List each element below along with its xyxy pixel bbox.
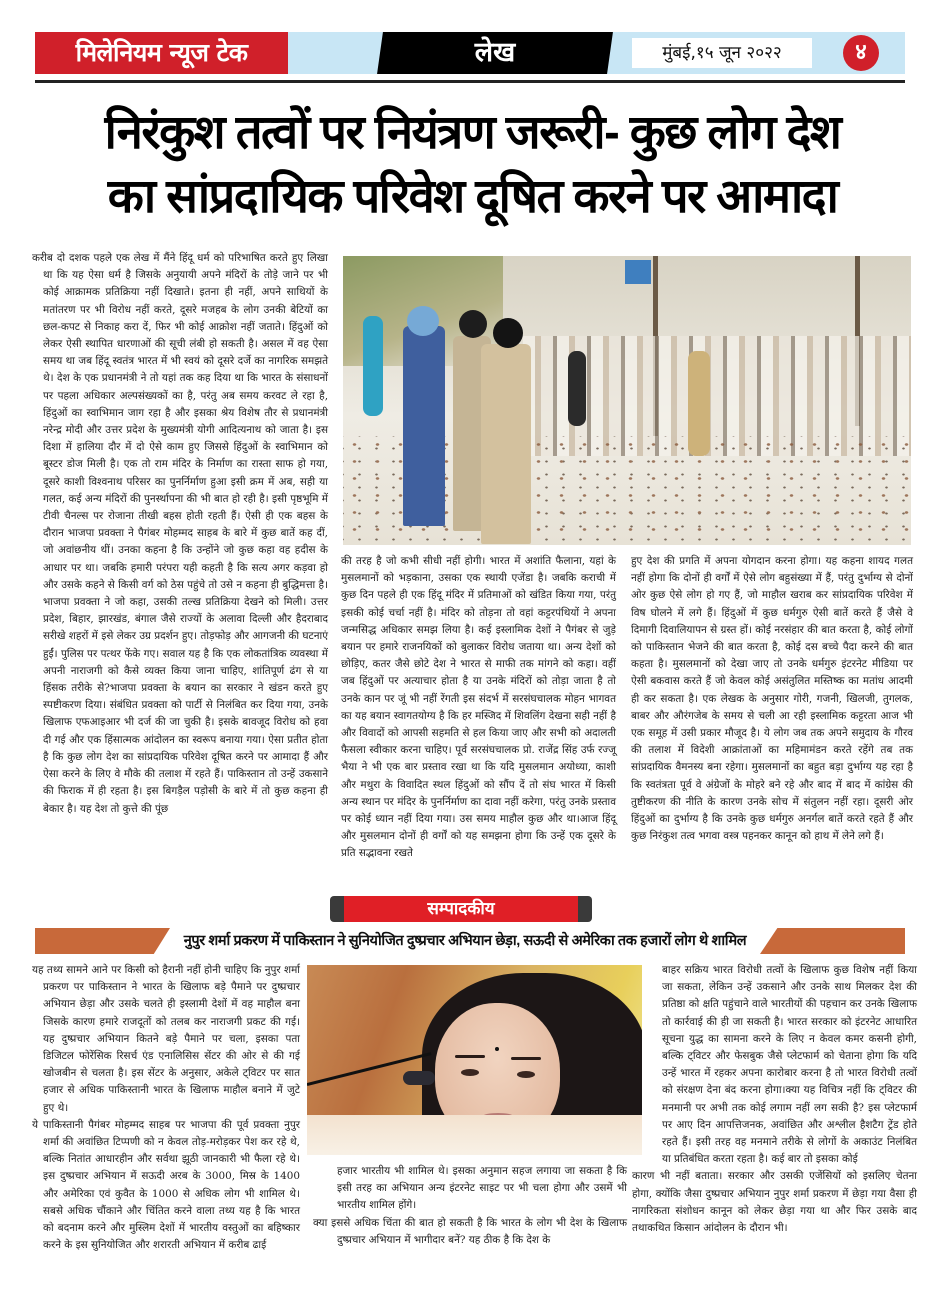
photo-protester (688, 351, 710, 456)
article-column-1 (32, 250, 328, 880)
editorial-paragraph: कारण भी नहीं बताता। सरकार और उसकी एजेंसियों को इसलिए चेतना होगा, क्योंकि जैसा दुष्प्रचार अभियान नुपुर शर्मा प्रकरण में छेड़ा गया वैसा ही नागरिकता संशोधन कानून को लेकर छेड़ा गया था और फिर उसके बाद तथाकथित किसान आंदोलन के दौरान भी। (632, 1170, 917, 1235)
editorial-paragraph: यह तथ्य सामने आने पर किसी को हैरानी नहीं होनी चाहिए कि नुपुर शर्मा प्रकरण पर पाकिस्तान ने भारत के खिलाफ बड़े पैमाने पर दुष्प्रचार अभियान छेड़ा और उसके चलते ही इस्लामी देशों में वह माहौल बना जिसके कारण हमारे राजदूतों को तलब कर नाराजगी प्रकट की गई। यह दुष्प्रचार अभियान कितने बड़े पैमाने पर चला, इसका पता डिजिटल फोरेंसिक रिसर्च एंड एनालिसिस सेंटर की ओर से की गई खोजबीन से चलता है। इस सेंटर के अनुसार, अकेले ट्विटर पर सात हजार से अधिक पाकिस्तानी भारत के खिलाफ माहौल बनाने में जुटे हुए थे। (32, 964, 300, 1114)
page-number-badge: ४ (843, 35, 879, 71)
editorial-headline: नुपुर शर्मा प्रकरण में पाकिस्तान ने सुनियोजित दुष्प्रचार अभियान छेड़ा, सऊदी से अमेरिका तक हजारों लोग थे शामिल (183, 933, 747, 949)
photo-helmet (407, 306, 439, 336)
editorial-paragraph: क्या इससे अधिक चिंता की बात हो सकती है कि भारत के लोग भी देश के खिलाफ दुष्प्रचार अभियान में भागीदार बनें? यह ठीक है कि देश के (313, 1216, 627, 1246)
editorial-paragraph: ये पाकिस्तानी पैगंबर मोहम्मद साहब पर भाजपा की पूर्व प्रवक्ता नुपुर शर्मा की अवांछित टिप्पणी को न केवल तोड़-मरोड़कर पेश कर रहे थे, बल्कि नितांत आधारहीन और सर्वथा झूठी जानकारी भी फैला रहे थे। इस दुष्प्रचार अभियान में सऊदी अरब के 3000, मिस्र के 1400 और अमेरिका एवं कुवैत के 1000 से अधिक लोग भी शामिल थे। सबसे अधिक चौंकाने और चिंतित करने वाला तथ्य यह है कि भारत को बदनाम करने और मुस्लिम देशों में भारतीय वस्तुओं का बहिष्कार करने के इस सुनियोजित और शरारती अभियान में करीब ढाई (32, 1118, 300, 1252)
section-label: लेख (474, 37, 516, 68)
editorial-column-3 (632, 962, 917, 1252)
masthead-divider (35, 80, 905, 83)
photo-bindi (495, 1047, 499, 1051)
photo-eye (461, 1069, 479, 1076)
portrait-photo (307, 965, 642, 1155)
editorial-headline-banner (35, 928, 905, 954)
banner-accent-right (760, 928, 905, 954)
editorial-section-tag (330, 896, 592, 922)
photo-street-sign (625, 260, 651, 284)
article-paragraph: हुए देश की प्रगति में अपना योगदान करना होगा। यह कहना शायद गलत नहीं होगा कि दोनों ही वर्गों में ऐसे लोग बहुसंख्या में हैं, परंतु दुर्भाग्य से दोनों ओर कुछ ऐसे लोग हो गए हैं, जो माहौल खराब कर सांप्रदायिक परिवेश में विष घोलने में लगे हैं। हिंदुओं में कुछ धर्मगुरु ऐसी बातें करते हैं जैसे वे दिमागी दिवालियापन से ग्रस्त हों। कोई नरसंहार की बात करता है, कोई लोगों को पाकिस्तान भेजने की बात करता है, कोई दस बच्चे पैदा करने की बात कहता है। मुसलमानों को देखा जाए तो उनके धर्मगुरु इंटरनेट मीडिया पर ऐसी बकवास करते हैं जो केवल कोई असंतुलित मस्तिष्क का मतांध आदमी ही कर सकता है। एक लेखक के अनुसार गोरी, गजनी, खिलजी, तुगलक, बाबर और औरंगजेब के समय से चली आ रही इस्लामिक कट्टरता आज भी एक समूह में उसी प्रकार मौजूद है। ये लोग जब तक अपने समुदाय के गौरव की तलाश में विदेशी आक्रांताओं का महिमामंडन करते रहेंगे तब तक सांप्रदायिक वैमनस्य बना रहेगा। मुसलमानों का बहुत बड़ा दुर्भाग्य यह रहा है कि स्वतंत्रता पूर्व वे अंग्रेजों के मोहरे बने रहे और बाद में बाद में कांग्रेस की तुष्टीकरण की नीति के कारण उनके सोच में संतुलन नहीं रहा। दूसरी ओर हिंदुओं का दुर्भाग्य है कि उनके कुछ धर्मगुरु अनर्गल बातें करते रहते हैं और कुछ निरंकुश तत्व भगवा वस्त्र पहनकर कानून को हाथ में लेने लगे हैं। (631, 555, 913, 843)
photo-protester (363, 316, 383, 416)
editorial-column-1 (32, 962, 300, 1252)
article-column-2 (341, 553, 616, 883)
photo-eye (517, 1071, 535, 1078)
photo-dupatta (307, 1115, 642, 1155)
section-tag (377, 32, 613, 74)
headline-line-2: का सांप्रदायिक परिवेश दूषित करने पर आमादा (107, 169, 838, 222)
headline-line-1: निरंकुश तत्वों पर नियंत्रण जरूरी- कुछ लोग देश (104, 105, 841, 158)
photo-helmet (493, 318, 523, 348)
dateline: मुंबई,१५ जून २०२२ (632, 38, 812, 68)
masthead (35, 32, 905, 74)
photo-eyebrow (511, 1057, 541, 1060)
photo-helmet (459, 310, 487, 338)
photo-eyebrow (455, 1055, 485, 1058)
article-headline (20, 100, 925, 228)
riot-scene-photo (343, 256, 911, 545)
editorial-column-2 (313, 1163, 627, 1258)
photo-officer-rapid-action (403, 326, 445, 526)
editorial-label: सम्पादकीय (344, 896, 578, 922)
article-paragraph: की तरह है जो कभी सीधी नहीं होगी। भारत में अशांति फैलाना, यहां के मुसलमानों को भड़काना, उसका एक स्थायी एजेंडा है। जबकि कराची में कुछ दिन पहले ही एक हिंदू मंदिर में प्रतिमाओं को खंडित किया गया, परंतु इसकी कोई चर्चा नहीं है। मंदिर को तोड़ना तो वहां कट्टरपंथियों ने अपना जन्मसिद्ध अधिकार समझ लिया है। कई इस्लामिक देशों ने पैगंबर से जुड़े बयान पर हमारे राजनयिकों को बुलाकर विरोध जताया था। अन्य देशों को छोड़िए, कतर जैसे छोटे देश ने भारत से माफी तक मांगने को कहा। वहीं जब हिंदुओं पर अत्याचार होता है या उनके मंदिरों को तोड़ा जाता है तो उनके कान पर जूं भी नहीं रेंगती इस संदर्भ में सरसंघचालक मोहन भागवत का यह बयान स्वागतयोग्य है कि हर मस्जिद में शिवलिंग देखना सही नहीं है और विवादों को आपसी सहमति से हल किया जाए और सभी को अदालती फैसला स्वीकार करना चाहिए। पूर्व सरसंघचालक प्रो. राजेंद्र सिंह उर्फ रज्जू भैया ने भी एक बार प्रस्ताव रखा था कि यदि मुसलमान अयोध्या, काशी और मथुरा के विवादित स्थल हिंदुओं को सौंप दें तो संघ भारत में किसी अन्य स्थान पर मंदिर के पुनर्निर्माण का दावा नहीं करेगा, परंतु उनके प्रस्ताव पर कोई ध्यान नहीं दिया गया। उस समय माहौल कुछ और था।आज हिंदू और मुसलमान दोनों ही वर्गों को यह समझना होगा कि उन्हें एक दूसरे के प्रति सद्भावना रखते (341, 555, 616, 860)
editorial-paragraph: हजार भारतीय भी शामिल थे। इसका अनुमान सहज लगाया जा सकता है कि इसी तरह का अभियान अन्य इंटरनेट साइट पर भी चला होगा और उसमें भी भारतीय शामिल होंगे। (337, 1165, 627, 1212)
photo-bystander (568, 351, 586, 426)
newspaper-brand: मिलेनियम न्यूज टेक (35, 32, 288, 74)
editorial-paragraph: बाहर सक्रिय भारत विरोधी तत्वों के खिलाफ कुछ विशेष नहीं किया जा सकता, लेकिन उन्हें उकसाने और उनके साथ मिलकर देश की प्रतिष्ठा को क्षति पहुंचाने वाले भारतीयों की पहचान कर उनके खिलाफ तो कार्रवाई की ही जा सकती है। भारत सरकार को इंटरनेट आधारित सूचना युद्ध का सामना करने के लिए न केवल कमर कसनी होगी, बल्कि ट्विटर और फेसबुक जैसे प्लेटफार्म को चेताना होगा कि यदि उन्हें भारत में रहकर अपना कारोबार करना है तो भारत विरोधी तत्वों को संरक्षण देना बंद करना होगा।क्या यह विचित्र नहीं कि ट्विटर की मनमानी पर अभी तक कोई लगाम नहीं लग सकी है? इस प्लेटफार्म पर आए दिन आपत्तिजनक, अवांछित और अश्लील हैशटैग ट्रेंड होते रहते हैं। इसी तरह वह मनमाने तरीके से लोगों के अकाउंट निलंबित या प्रतिबंधित करता रहता है। कई बार तो इसका कोई (662, 964, 917, 1166)
microphone-head (403, 1071, 435, 1085)
photo-officer-police (481, 344, 531, 544)
article-paragraph: करीब दो दशक पहले एक लेख में मैंने हिंदू धर्म को परिभाषित करते हुए लिखा था कि यह ऐसा धर्म है जिसके अनुयायी अपने मंदिरों के तोड़े जाने पर भी कोई आक्रामक प्रतिक्रिया नहीं दिखाते। इतना ही नहीं, अपने साथियों के मतांतरण पर भी विरोध नहीं करते, दूसरे मजहब के लोग उनकी बेटियों का छल-कपट से निकाह करा दें, फिर भी कोई आक्रोश नहीं जताते। हिंदुओं को लेकर ऐसी स्थापित धारणाओं की सूची लंबी हो सकती है। असल में वह ऐसा समय था जब हिंदू स्वतंत्र भारत में भी स्वयं को दूसरे दर्जे का नागरिक समझते थे। देश के एक प्रधानमंत्री ने तो यहां तक कह दिया था कि भारत के संसाधनों पर पहला अधिकार अल्पसंख्यकों का है, परंतु अब समय करवट ले रहा है, हिंदुओं का स्वाभिमान जाग रहा है और इसका श्रेय विशेष तौर से प्रधानमंत्री नरेन्द्र मोदी और उत्तर प्रदेश के मुख्यमंत्री योगी आदित्यनाथ को जाता है। इस दिशा में हालिया दौर में दो ऐसे काम हुए जिससे हिंदुओं के स्वाभिमान को बूस्टर डोज मिली है। एक तो राम मंदिर के निर्माण का रास्ता साफ हो गया, दूसरे काशी विश्वनाथ परिसर का पुनर्निर्माण हुआ इसी क्रम में अब, सही या गलत, कई अन्य मंदिरों की पुनर्स्थापना की भी बात हो रही है। इसी पृष्ठभूमि में टीवी चैनल्स पर रोजाना तीखी बहस होती रहती हैं। ऐसी ही एक बहस के दौरान भाजपा प्रवक्ता ने पैगंबर मोहम्मद साहब के बारे में कुछ बातें कह दीं, जो अवांछनीय थीं। उनका कहना है कि उन्होंने जो कुछ कहा वह हदीस के आधार पर था। जबकि हमारी परंपरा यही कहती है कि सत्य अगर कड़वा हो और उसके कहने से किसी वर्ग को ठेस पहुंचे तो उसे न कहना ही बुद्धिमत्ता है। भाजपा प्रवक्ता ने जो कहा, उसकी तल्ख प्रतिक्रिया देखने को मिली। उत्तर प्रदेश, बिहार, झारखंड, बंगाल जैसे राज्यों के अलावा दिल्ली और हैदराबाद सरीखे शहरों में इसे लेकर उग्र प्रदर्शन हुए। तोड़फोड़ और आगजनी की घटनाएं हुईं। पुलिस पर पत्थर फेंके गए। सवाल यह है कि एक लोकतांत्रिक व्यवस्था में अपनी नाराजगी को कैसे व्यक्त किया जाना चाहिए, शांतिपूर्ण ढंग से या हिंसक तरीके से?भाजपा प्रवक्ता के बयान का सरकार ने खंडन करते हुए स्पष्टीकरण दिया। संबंधित प्रवक्ता को पार्टी से निलंबित कर दिया गया, उनके खिलाफ एफआइआर भी दर्ज की जा चुकी है। इसके बावजूद विरोध को हवा दी गई और एक हिंसात्मक आंदोलन का स्वरूप बनाया गया। ऐसा प्रतीत होता है कि कुछ लोग देश का सांप्रदायिक परिवेश दूषित करने पर आमादा हैं और ऐसा करने के लिए वे मौके की तलाश में रहते हैं। पाकिस्तान तो उन्हें उकसाने की फिराक में ही रहता है। इस बिगड़ैल पड़ोसी के बारे में तो कुछ कहना ही बेकार है। यह देश तो कुत्ते की पूंछ (32, 252, 328, 815)
banner-accent-left (35, 928, 170, 954)
article-column-3 (631, 553, 913, 883)
